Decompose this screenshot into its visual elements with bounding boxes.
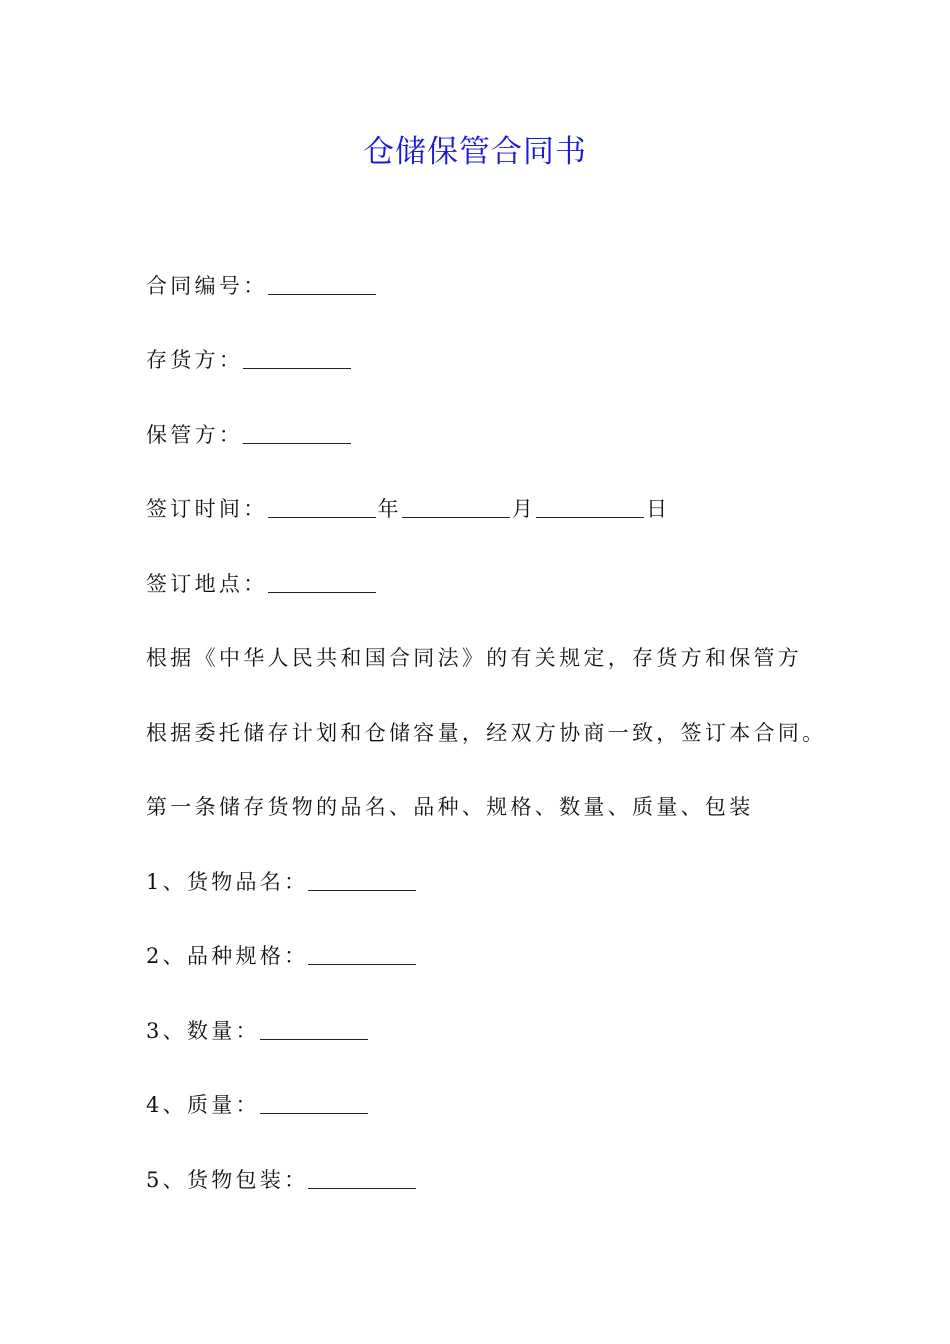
item-quantity [146,1016,370,1046]
paragraph-line-1: 根据《中华人民共和国合同法》的有关规定，存货方和保管方 [146,646,803,670]
item-goods-name-label: 1、货物品名： [146,870,309,894]
quantity-blank[interactable] [260,1018,368,1040]
sign-place-blank[interactable] [268,571,376,593]
sign-place-line [146,569,378,599]
item-quality-label: 4、质量： [146,1093,260,1117]
item-quantity-label: 3、数量： [146,1019,260,1043]
sign-day-blank[interactable] [536,496,644,518]
item-variety-spec-label: 2、品种规格： [146,944,309,968]
sign-time-line [146,494,670,524]
paragraph-line-2: 根据委托储存计划和仓储容量，经双方协商一致，签订本合同。 [146,721,827,745]
quality-blank[interactable] [260,1092,368,1114]
goods-name-blank[interactable] [308,869,416,891]
document-title: 仓储保管合同书 [363,134,587,170]
depositor-line [146,345,353,375]
custodian-blank[interactable] [243,422,351,444]
sign-time-label: 签订时间： [146,497,268,521]
custodian-label: 保管方： [146,423,244,447]
sign-year-blank[interactable] [268,496,376,518]
sign-month-blank[interactable] [402,496,510,518]
contract-number-label: 合同编号： [146,274,268,298]
month-label: 月 [511,497,537,521]
variety-spec-blank[interactable] [308,943,416,965]
item-quality [146,1090,370,1120]
custodian-line [146,420,353,450]
contract-number-line [146,271,378,301]
year-label: 年 [377,497,402,521]
item-goods-name [146,867,418,897]
sign-place-label: 签订地点： [146,572,268,596]
day-label: 日 [646,497,671,521]
depositor-blank[interactable] [243,347,351,369]
packaging-blank[interactable] [308,1167,416,1189]
depositor-label: 存货方： [146,348,244,372]
article1-heading: 第一条储存货物的品名、品种、规格、数量、质量、包装 [146,795,754,819]
contract-number-blank[interactable] [268,273,376,295]
item-packaging-label: 5、货物包装： [146,1168,309,1192]
item-packaging [146,1165,418,1195]
item-variety-spec [146,941,418,971]
